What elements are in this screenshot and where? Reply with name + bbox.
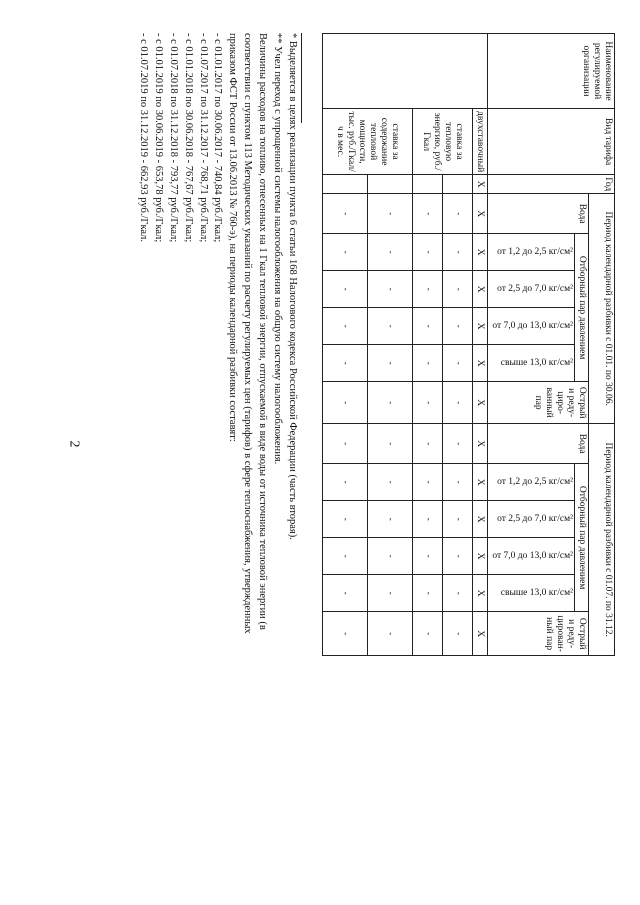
list-item: - с 01.07.2017 по 31.12.2017 - 768,71 руб./Гкал; <box>197 33 209 243</box>
header-p4-a: свыше 13,0 кг/см² <box>500 357 574 368</box>
page-number: 2 <box>66 440 82 448</box>
header-tariff: Вид тарифа <box>487 109 614 175</box>
header-p4-b: свыше 13,0 кг/см² <box>500 587 574 598</box>
list-item: - с 01.07.2018 по 31.12.2018 - 793,77 руб./Гкал; <box>167 33 179 243</box>
header-period-1: Период календарной разбивки с 01.01. по 30.06. <box>589 194 615 424</box>
header-period-2: Период календарной разбивки с 01.07. по 31.12. <box>589 424 615 656</box>
header-p1-b: от 1,2 до 2,5 кг/см² <box>497 476 574 487</box>
footnote-2: ** Учел переход с упрощенной системы налогообложения на общую систему налогообложения. <box>272 33 284 465</box>
header-year: Год <box>487 175 614 194</box>
paragraph-line-2: соответствии с пунктом 113 Методических указаний по расчету регулируемых цен (тарифов) в сфере теплоснабжения, утвержденных <box>242 33 254 634</box>
table-row: ставка за содержание тепловой мощности, тыс. руб./Гкал/ч в мес. - - - - - - - - - - - - <box>367 34 412 656</box>
list-item: - с 01.01.2019 по 30.06.2019 - 653,78 руб./Гкал; <box>152 33 164 243</box>
footnote-divider <box>301 33 302 123</box>
list-item: - с 01.07.2019 по 31.12.2019 - 662,93 руб./Гкал. <box>137 33 149 243</box>
rotated-sheet <box>60 28 620 828</box>
table-row: - - - - - - - - - - - - <box>322 34 367 656</box>
header-sharp-2: Острый и реду-цирован-ный пар <box>487 612 588 656</box>
tariff-table <box>322 33 615 656</box>
paragraph-line-1: Величины расходов на топливо, отнесенных на 1 Гкал тепловой энергии, отпускаемой в виде воды от источника тепловой энергии (в <box>257 33 269 630</box>
header-water-2: Вода <box>487 424 588 464</box>
header-p2-a: от 2,5 до 7,0 кг/см² <box>497 283 574 294</box>
paragraph-line-3: приказом ФСТ России от 13.06.2013 № 760-э), на периоды календарной разбивки составят: <box>227 33 239 442</box>
header-steam-2: Отборный пар давлением <box>575 464 589 612</box>
header-org: Наименование регулируемой организации <box>487 34 614 109</box>
header-p1-a: от 1,2 до 2,5 кг/см² <box>497 246 574 257</box>
table-row: ставка за тепловую энергию, руб./Гкал - - - - - - - - - - - - <box>442 34 472 656</box>
table-row: двухставочный X X X X X X X X X X X X X <box>472 34 487 656</box>
header-water-1: Вода <box>487 194 588 234</box>
list-item: - с 01.01.2018 по 30.06.2018 - 767,67 руб./Гкал; <box>182 33 194 243</box>
header-p2-b: от 2,5 до 7,0 кг/см² <box>497 513 574 524</box>
footnote-1: * Выделяется в целях реализации пункта 6 статьи 168 Налогового кодекса Российской Федерации (часть вторая). <box>287 33 298 540</box>
footnotes <box>135 33 302 793</box>
table-row: - - - - - - - - - - - - <box>412 34 442 656</box>
list-item: - с 01.01.2017 по 30.06.2017 - 740,84 руб./Гкал; <box>212 33 224 243</box>
header-p3-b: от 7,0 до 13,0 кг/см² <box>492 550 574 561</box>
header-sharp-1: Острый и реду-циро-ванный пар <box>487 382 588 424</box>
header-p3-a: от 7,0 до 13,0 кг/см² <box>492 320 574 331</box>
header-steam-1: Отборный пар давлением <box>575 234 589 382</box>
